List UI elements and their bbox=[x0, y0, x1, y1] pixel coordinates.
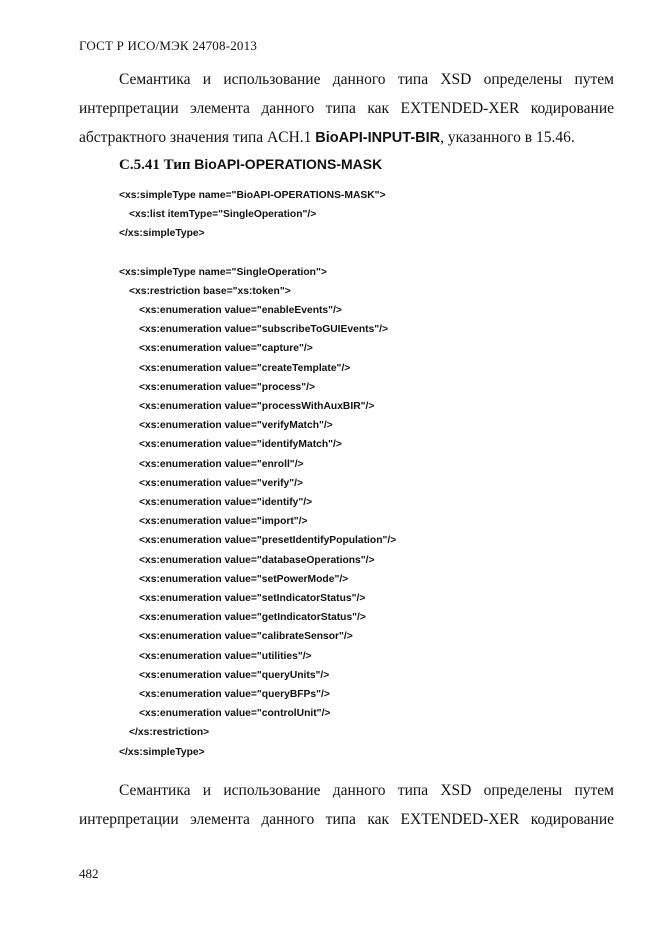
code-line: <xs:enumeration value="subscribeToGUIEvents"/> bbox=[139, 324, 389, 336]
code-line: <xs:enumeration value="enableEvents"/> bbox=[139, 305, 342, 316]
section-number: C.5.41 Тип bbox=[119, 157, 195, 173]
code-line: <xs:enumeration value="verifyMatch"/> bbox=[139, 420, 333, 432]
code-line: <xs:enumeration value="databaseOperations"/> bbox=[139, 554, 375, 566]
code-line: <xs:enumeration value="enroll"/> bbox=[139, 458, 304, 470]
code-line: <xs:enumeration value="utilities"/> bbox=[139, 650, 312, 662]
code-line: <xs:list itemType="SingleOperation"/> bbox=[129, 209, 317, 221]
code-line: <xs:enumeration value="getIndicatorStatus"/> bbox=[139, 612, 366, 624]
code-line: <xs:enumeration value="setIndicatorStatus"/> bbox=[139, 593, 366, 604]
paragraph-line: интерпретации элемента данного типа как EXTENDED-XER кодирование bbox=[79, 100, 614, 117]
paragraph-semantics-1 bbox=[79, 65, 614, 153]
paragraph-line: Семантика и использование данного типа XSD определены путем bbox=[119, 782, 614, 799]
paragraph-text: , указанного в 15.46. bbox=[440, 129, 575, 146]
paragraph-line: Семантика и использование данного типа XSD определены путем bbox=[119, 71, 614, 88]
code-line: </xs:simpleType> bbox=[119, 746, 205, 758]
paragraph-semantics-2 bbox=[79, 776, 614, 834]
code-line: </xs:simpleType> bbox=[119, 228, 205, 240]
code-line: <xs:enumeration value="setPowerMode"/> bbox=[139, 573, 349, 585]
paragraph-line: интерпретации элемента данного типа как EXTENDED-XER кодирование bbox=[79, 811, 614, 828]
code-line: <xs:enumeration value="calibrateSensor"/> bbox=[139, 631, 353, 643]
standard-header: ГОСТ Р ИСО/МЭК 24708-2013 bbox=[79, 38, 258, 53]
code-line: <xs:enumeration value="capture"/> bbox=[139, 343, 313, 355]
paragraph-text: абстрактного значения типа ACH.1 bbox=[79, 129, 316, 146]
code-line: <xs:enumeration value="queryBFPs"/> bbox=[139, 689, 330, 700]
code-line: <xs:enumeration value="process"/> bbox=[139, 381, 316, 393]
code-line: </xs:restriction> bbox=[129, 727, 210, 739]
page-number: 482 bbox=[79, 866, 99, 881]
code-line: <xs:simpleType name="BioAPI-OPERATIONS-MASK"> bbox=[119, 190, 386, 201]
code-line: <xs:enumeration value="identify"/> bbox=[139, 497, 313, 508]
code-line: <xs:enumeration value="presetIdentifyPopulation"/> bbox=[139, 535, 397, 547]
code-line: <xs:enumeration value="queryUnits"/> bbox=[139, 669, 330, 681]
code-line: <xs:simpleType name="SingleOperation"> bbox=[119, 266, 327, 278]
code-line: <xs:enumeration value="import"/> bbox=[139, 516, 308, 528]
code-line: <xs:enumeration value="verify"/> bbox=[139, 477, 304, 489]
code-line: <xs:enumeration value="createTemplate"/> bbox=[139, 362, 351, 374]
section-heading bbox=[119, 156, 382, 174]
code-line: <xs:enumeration value="processWithAuxBIR"/> bbox=[139, 401, 375, 412]
type-reference: BioAPI-INPUT-BIR bbox=[315, 130, 441, 146]
section-type-name: BioAPI-OPERATIONS-MASK bbox=[194, 156, 383, 172]
code-line: <xs:enumeration value="identifyMatch"/> bbox=[139, 439, 342, 451]
code-line: <xs:restriction base="xs:token"> bbox=[129, 285, 291, 297]
code-line: <xs:enumeration value="controlUnit"/> bbox=[139, 708, 331, 720]
paragraph-line bbox=[79, 123, 614, 153]
